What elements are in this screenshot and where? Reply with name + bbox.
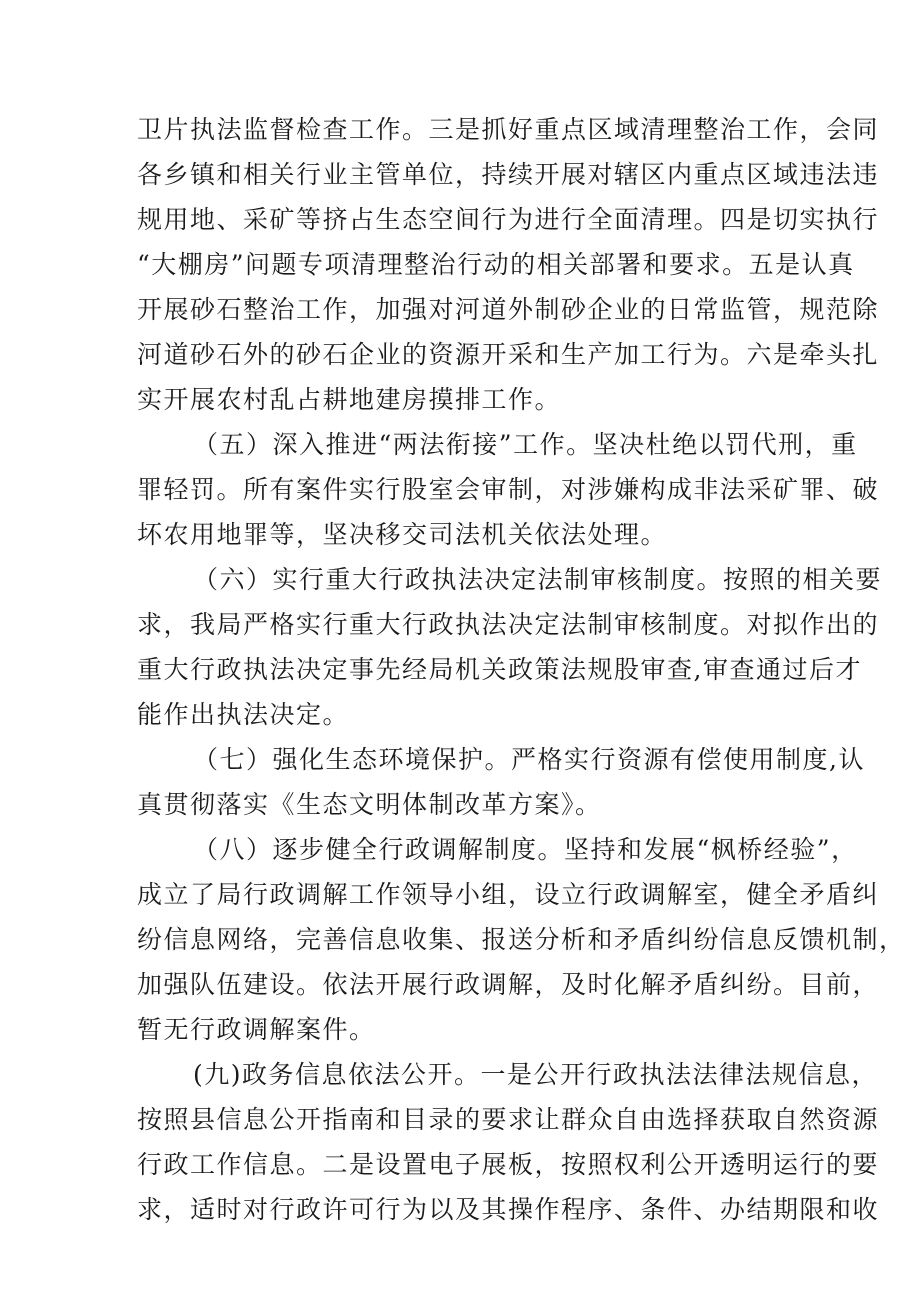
- text-line: 暂无行政调解案件。: [137, 1015, 376, 1044]
- text-line: 开展砂石整治工作，加强对河道外制砂企业的日常监管，规范除: [137, 295, 880, 324]
- paragraph-heading-9: (九)政务信息依法公开。一是公开行政执法法律法规信息，: [193, 1060, 879, 1089]
- text-line: 卫片执法监督检查工作。三是抓好重点区域清理整治工作，会同: [137, 115, 880, 144]
- text-line: 加强队伍建设。依法开展行政调解，及时化解矛盾纠纷。目前，: [137, 970, 880, 999]
- text-line: 重大行政执法决定事先经局机关政策法规股审查,审查通过后才: [137, 655, 862, 684]
- text-line: 真贯彻落实《生态文明体制改革方案》。: [137, 790, 602, 819]
- paragraph-heading-5: （五）深入推进“两法衔接”工作。坚决杜绝以罚代刑，重: [193, 430, 858, 459]
- text-line: 能作出执法决定。: [137, 700, 350, 729]
- text-line: 行政工作信息。二是设置电子展板，按照权利公开透明运行的要: [137, 1150, 880, 1179]
- document-body: [137, 107, 906, 1232]
- text-line: 坏农用地罪等，坚决移交司法机关依法处理。: [137, 520, 668, 549]
- text-line: 按照县信息公开指南和目录的要求让群众自由选择获取自然资源: [137, 1105, 880, 1134]
- text-line: 各乡镇和相关行业主管单位，持续开展对辖区内重点区域违法违: [137, 160, 880, 189]
- text-line: 罪轻罚。所有案件实行股室会审制，对涉嫌构成非法采矿罪、破: [137, 475, 880, 504]
- paragraph-heading-8: （八）逐步健全行政调解制度。坚持和发展“枫桥经验”，: [193, 835, 858, 864]
- text-line: 河道砂石外的砂石企业的资源开采和生产加工行为。六是牵头扎: [137, 340, 880, 369]
- text-line: 求，适时对行政许可行为以及其操作程序、条件、办结期限和收: [137, 1195, 880, 1224]
- text-line: 成立了局行政调解工作领导小组，设立行政调解室，健全矛盾纠: [137, 880, 880, 909]
- text-line: “大棚房”问题专项清理整治行动的相关部署和要求。五是认真: [137, 250, 855, 279]
- text-line: 求，我局严格实行重大行政执法决定法制审核制度。对拟作出的: [137, 610, 880, 639]
- text-line: 规用地、采矿等挤占生态空间行为进行全面清理。四是切实执行: [137, 205, 880, 234]
- paragraph-heading-7: （七）强化生态环境保护。严格实行资源有偿使用制度,认: [193, 745, 865, 774]
- text-line: 纷信息网络，完善信息收集、报送分析和矛盾纠纷信息反馈机制，: [137, 925, 906, 954]
- paragraph-heading-6: （六）实行重大行政执法决定法制审核制度。按照的相关要: [193, 565, 883, 594]
- text-line: 实开展农村乱占耕地建房摸排工作。: [137, 385, 562, 414]
